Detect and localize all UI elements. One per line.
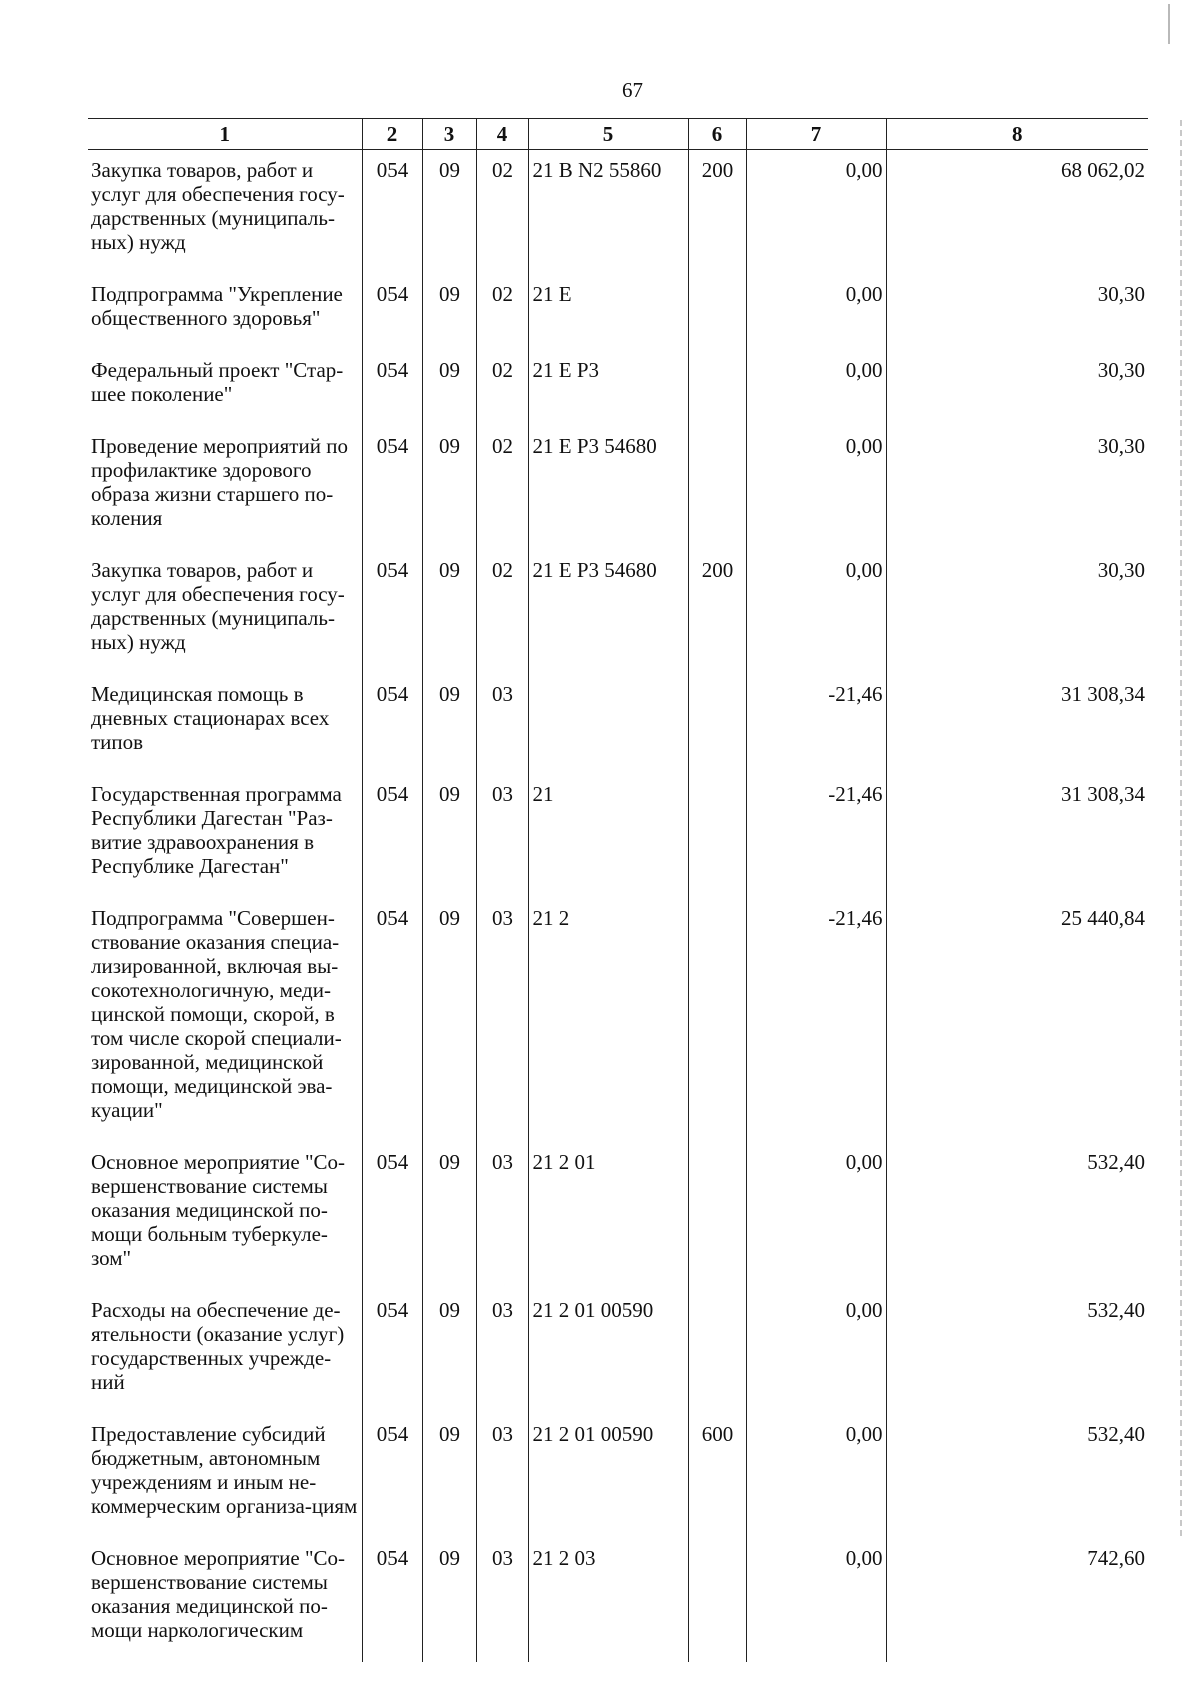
header-col-8: 8 <box>886 119 1148 150</box>
row-expense-type <box>688 1142 746 1290</box>
row-change-amount: -21,46 <box>746 774 886 898</box>
table-row <box>88 1538 1148 1662</box>
row-total-amount: 532,40 <box>886 1290 1148 1414</box>
row-expense-type: 600 <box>688 1414 746 1538</box>
row-subsection: 02 <box>476 550 528 674</box>
header-col-5: 5 <box>528 119 688 150</box>
row-total-amount: 30,30 <box>886 550 1148 674</box>
table-row <box>88 150 1148 275</box>
row-admin-code: 054 <box>362 1142 422 1290</box>
row-admin-code: 054 <box>362 898 422 1142</box>
row-section: 09 <box>422 274 476 350</box>
row-change-amount: 0,00 <box>746 1414 886 1538</box>
row-name: Подпрограмма "Совершен-ствование оказания специа-лизированной, включая вы-сокотехнологичную, меди-цинской помощи, скорой, в том числе скорой специали-зированной, медицинской помощи, медицинской эва-куации" <box>91 906 342 1122</box>
row-change-amount: 0,00 <box>746 350 886 426</box>
row-change-amount: 0,00 <box>746 426 886 550</box>
row-section: 09 <box>422 1290 476 1414</box>
row-admin-code: 054 <box>362 550 422 674</box>
row-name: Основное мероприятие "Со-вершенствование системы оказания медицинской по-мощи больным туберкуле-зом" <box>91 1150 346 1270</box>
row-expense-type <box>688 898 746 1142</box>
scan-edge-mark <box>1168 4 1170 44</box>
table-row <box>88 274 1148 350</box>
row-subsection: 02 <box>476 274 528 350</box>
row-name: Расходы на обеспечение де-ятельности (оказание услуг) государственных учрежде-ний <box>91 1298 345 1394</box>
row-subsection: 03 <box>476 898 528 1142</box>
table-row <box>88 1290 1148 1414</box>
header-col-2: 2 <box>362 119 422 150</box>
row-change-amount: 0,00 <box>746 550 886 674</box>
row-section: 09 <box>422 426 476 550</box>
table-row <box>88 350 1148 426</box>
row-admin-code: 054 <box>362 274 422 350</box>
row-expense-type <box>688 1538 746 1662</box>
row-section: 09 <box>422 150 476 275</box>
row-name: Подпрограмма "Укрепление общественного здоровья" <box>91 282 343 330</box>
header-col-6: 6 <box>688 119 746 150</box>
table-header-row <box>88 119 1148 150</box>
row-subsection: 03 <box>476 1414 528 1538</box>
row-total-amount: 30,30 <box>886 350 1148 426</box>
row-total-amount: 30,30 <box>886 274 1148 350</box>
row-name: Медицинская помощь в дневных стационарах всех типов <box>91 682 330 754</box>
row-admin-code: 054 <box>362 426 422 550</box>
row-admin-code: 054 <box>362 1414 422 1538</box>
row-change-amount: 0,00 <box>746 150 886 275</box>
row-target-item: 21 <box>528 774 688 898</box>
row-total-amount: 68 062,02 <box>886 150 1148 275</box>
row-admin-code: 054 <box>362 150 422 275</box>
row-name: Федеральный проект "Стар-шее поколение" <box>91 358 344 406</box>
row-section: 09 <box>422 898 476 1142</box>
row-expense-type <box>688 426 746 550</box>
budget-table <box>88 118 1148 1662</box>
row-subsection: 02 <box>476 426 528 550</box>
row-name: Предоставление субсидий бюджетным, автономным учреждениям и иным не-коммерческим организа-циям <box>91 1422 358 1518</box>
row-change-amount: 0,00 <box>746 1142 886 1290</box>
row-name: Государственная программа Республики Дагестан "Раз-витие здравоохранения в Республике Дагестан" <box>91 782 342 878</box>
row-total-amount: 532,40 <box>886 1414 1148 1538</box>
page-number: 67 <box>622 78 643 102</box>
row-section: 09 <box>422 550 476 674</box>
row-admin-code: 054 <box>362 774 422 898</box>
table-row <box>88 774 1148 898</box>
row-expense-type <box>688 774 746 898</box>
row-change-amount: 0,00 <box>746 274 886 350</box>
table-row <box>88 550 1148 674</box>
row-expense-type <box>688 274 746 350</box>
row-admin-code: 054 <box>362 1290 422 1414</box>
row-subsection: 03 <box>476 1290 528 1414</box>
header-col-7: 7 <box>746 119 886 150</box>
row-name: Закупка товаров, работ и услуг для обеспечения госу-дарственных (муниципаль-ных) нужд <box>91 158 345 254</box>
row-target-item: 21 2 <box>528 898 688 1142</box>
row-total-amount: 31 308,34 <box>886 674 1148 774</box>
header-col-4: 4 <box>476 119 528 150</box>
table-row <box>88 674 1148 774</box>
row-target-item: 21 2 01 00590 <box>528 1290 688 1414</box>
row-subsection: 03 <box>476 674 528 774</box>
row-expense-type <box>688 674 746 774</box>
row-section: 09 <box>422 1538 476 1662</box>
row-name: Проведение мероприятий по профилактике здорового образа жизни старшего по-коления <box>91 434 348 530</box>
row-target-item: 21 Е Р3 54680 <box>528 550 688 674</box>
row-total-amount: 25 440,84 <box>886 898 1148 1142</box>
row-name: Закупка товаров, работ и услуг для обеспечения госу-дарственных (муниципаль-ных) нужд <box>91 558 345 654</box>
row-expense-type <box>688 1290 746 1414</box>
table-row <box>88 1142 1148 1290</box>
row-expense-type: 200 <box>688 550 746 674</box>
row-target-item: 21 В N2 55860 <box>528 150 688 275</box>
row-change-amount: -21,46 <box>746 898 886 1142</box>
row-subsection: 03 <box>476 1538 528 1662</box>
table-row <box>88 426 1148 550</box>
row-expense-type: 200 <box>688 150 746 275</box>
row-subsection: 03 <box>476 1142 528 1290</box>
row-subsection: 02 <box>476 350 528 426</box>
header-col-3: 3 <box>422 119 476 150</box>
row-target-item: 21 2 01 <box>528 1142 688 1290</box>
row-target-item <box>528 674 688 774</box>
row-section: 09 <box>422 774 476 898</box>
row-target-item: 21 Е Р3 <box>528 350 688 426</box>
row-total-amount: 31 308,34 <box>886 774 1148 898</box>
row-section: 09 <box>422 1414 476 1538</box>
row-section: 09 <box>422 674 476 774</box>
row-admin-code: 054 <box>362 674 422 774</box>
header-col-1: 1 <box>88 119 362 150</box>
row-total-amount: 30,30 <box>886 426 1148 550</box>
row-section: 09 <box>422 350 476 426</box>
row-subsection: 03 <box>476 774 528 898</box>
row-total-amount: 742,60 <box>886 1538 1148 1662</box>
table-row <box>88 898 1148 1142</box>
row-admin-code: 054 <box>362 1538 422 1662</box>
row-target-item: 21 2 01 00590 <box>528 1414 688 1538</box>
table-row <box>88 1414 1148 1538</box>
row-section: 09 <box>422 1142 476 1290</box>
row-change-amount: -21,46 <box>746 674 886 774</box>
scan-edge-line <box>1180 120 1182 1540</box>
row-expense-type <box>688 350 746 426</box>
row-target-item: 21 Е Р3 54680 <box>528 426 688 550</box>
row-target-item: 21 2 03 <box>528 1538 688 1662</box>
row-name: Основное мероприятие "Со-вершенствование системы оказания медицинской по-мощи наркологическим <box>91 1546 346 1642</box>
row-change-amount: 0,00 <box>746 1290 886 1414</box>
row-subsection: 02 <box>476 150 528 275</box>
row-admin-code: 054 <box>362 350 422 426</box>
row-target-item: 21 Е <box>528 274 688 350</box>
row-total-amount: 532,40 <box>886 1142 1148 1290</box>
row-change-amount: 0,00 <box>746 1538 886 1662</box>
